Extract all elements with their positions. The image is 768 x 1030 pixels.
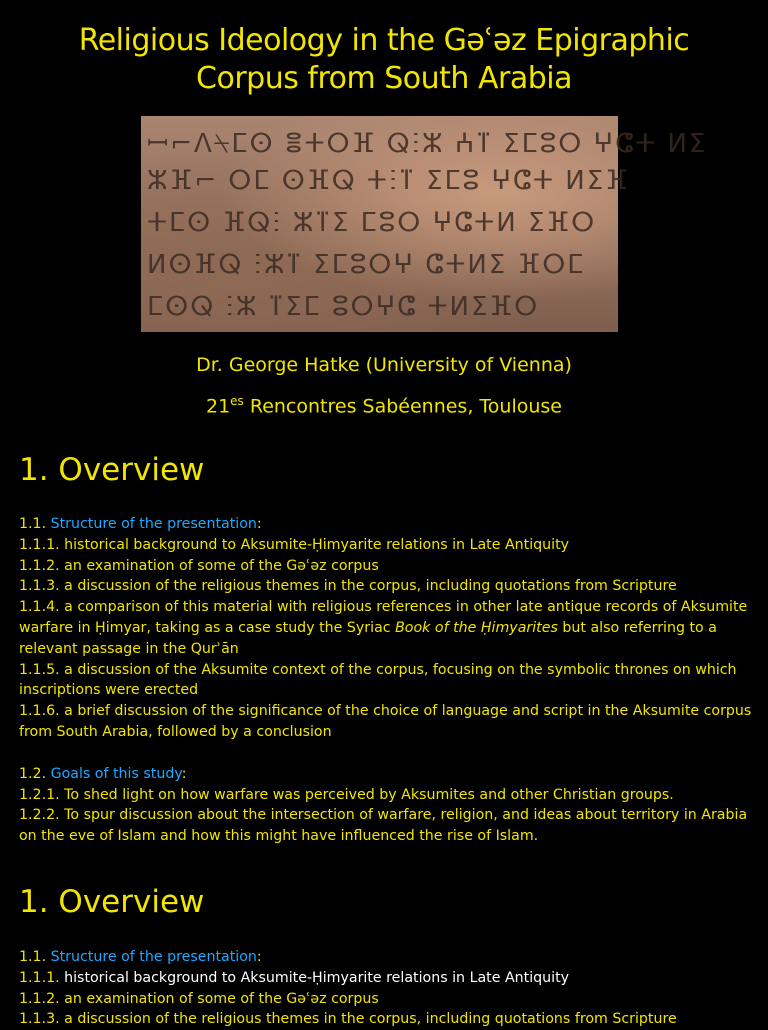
list-item: 1.1.5. a discussion of the Aksumite context of the corpus, focusing on the symbolic thrones on which inscriptions were erected xyxy=(19,661,737,699)
inscription-photo: ꟷ⌐ⴷ⍀ⵎⵙ ⴻⵜⵔⴼ ⵕⵗⵣ ⵄⴶ ⵉⵎⵓⵔ ⵖⵛⵜ ⵍⵉ ⵣⴼ⌐ ⵔⵎ ⵙⴼⵕ ⵜⵗⴶ ⵉⵎⵓ ⵖⵛⵜ ⵍⵉⴼ ⵜⵎⵙ ⴼⵕⵗ ⵣⴶⵉ ⵎⵓⵔ ⵖⵛⵜⵍ ⵉⴼⵔ ⵍⵙⴼⵕ ⵗⵣⴶ ⵉⵎⵓⵔⵖ ⵛⵜⵍⵉ ⴼⵔⵎ ⵎⵙⵕ ⵗⵣ ⴶⵉⵎ ⵓⵔⵖⵛ ⵜⵍⵉⴼⵔ xyxy=(141,116,618,332)
overview-body-2 xyxy=(19,947,754,1030)
section-1-2: 1.2. Goals of this study: xyxy=(19,765,187,782)
spacer xyxy=(19,743,754,764)
title-line-2: Corpus from South Arabia xyxy=(196,61,572,96)
author-line: Dr. George Hatke (University of Vienna) xyxy=(196,354,572,376)
list-item: 1.1.4. a comparison of this material with religious references in other late antique records of Aksumite warfare in Ḥimyar, taking as a case study the Syriac Book of the Ḥimyarites but also referring to a relevant passage in the Qurʾān xyxy=(19,599,748,657)
overview-heading: 1. Overview xyxy=(19,452,205,488)
list-item: 1.1.3. a discussion of the religious themes in the corpus, including quotations from Scripture xyxy=(19,578,677,595)
list-item: 1.2.1. To shed light on how warfare was perceived by Aksumites and other Christian groups. xyxy=(19,786,674,803)
list-item-highlighted: 1.1.1. historical background to Aksumite-Ḥimyarite relations in Late Antiquity xyxy=(19,969,570,986)
byline xyxy=(0,347,768,424)
list-item: 1.1.1. historical background to Aksumite-Ḥimyarite relations in Late Antiquity xyxy=(19,536,570,553)
list-item: 1.1.2. an examination of some of the Gəʿəz corpus xyxy=(19,557,379,574)
structure-label: Structure of the presentation xyxy=(50,949,257,965)
section-1-1: 1.1. Structure of the presentation: xyxy=(19,949,262,965)
goals-label: Goals of this study xyxy=(50,765,182,782)
list-item: 1.1.3. a discussion of the religious themes in the corpus, including quotations from Scripture xyxy=(19,1011,677,1028)
list-item: 1.1.6. a brief discussion of the significance of the choice of language and script in the Aksumite corpus from South Arabia, followed by a conclusion xyxy=(19,703,752,740)
title-slide xyxy=(0,0,768,430)
overview-heading-2: 1. Overview xyxy=(19,884,205,920)
list-item: 1.1.2. an examination of some of the Gəʿəz corpus xyxy=(19,990,379,1007)
conference-line: $21^{es}$ Rencontres Sabéennes, Toulouse xyxy=(205,394,562,418)
section-1-1: 1.1. Structure of the presentation: xyxy=(19,516,262,532)
overview-body xyxy=(19,514,754,847)
list-item: 1.2.2. To spur discussion about the intersection of warfare, religion, and ideas about territory in Arabia on the eve of Islam and how this might have influenced the rise of Islam. xyxy=(19,807,748,845)
title-line-1: Religious Ideology in the Gəʿəz Epigraphic xyxy=(78,23,690,58)
structure-label: Structure of the presentation xyxy=(50,516,257,532)
slide-title xyxy=(0,22,768,98)
